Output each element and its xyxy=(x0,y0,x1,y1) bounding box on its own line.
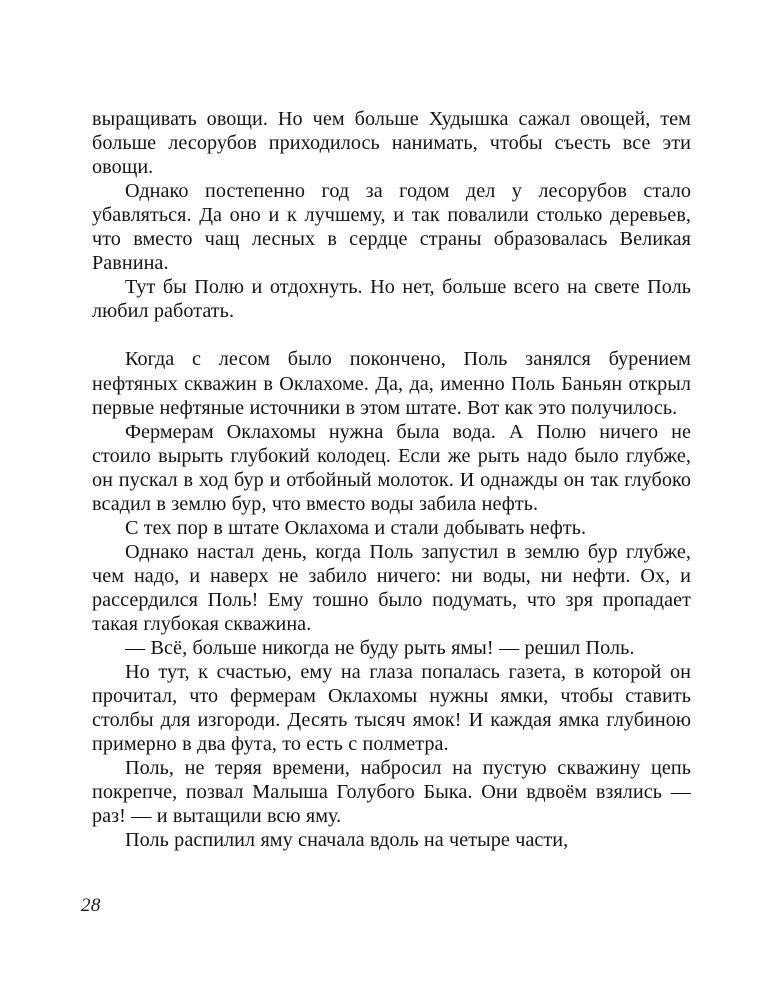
page-number: 28 xyxy=(81,895,101,916)
body-paragraph: Тут бы Полю и отдохнуть. Но нет, больше всего на свете Поль любил работать. xyxy=(92,276,691,323)
body-paragraph: Однако постепенно год за годом дел у лесорубов стало убавляться. Да оно и к лучшему, и так повалили столько деревьев, что вместо чащ лесных в сердце страны образовалась Великая Равнина. xyxy=(92,180,691,275)
body-paragraph: Когда с лесом было покончено, Поль занялся бурением нефтяных скважин в Оклахоме. Да, да, именно Поль Баньян открыл первые нефтяные источники в этом штате. Вот как это получилось. xyxy=(92,348,691,419)
body-paragraph: Поль распилил яму сначала вдоль на четыре части, xyxy=(125,829,569,852)
body-paragraph: выращивать овощи. Но чем больше Худышка сажал овощей, тем больше лесорубов приходилось нанимать, чтобы съесть все эти овощи. xyxy=(92,108,691,179)
body-paragraph: Однако настал день, когда Поль запустил в землю бур глубже, чем надо, и наверх не забило ничего: ни воды, ни нефти. Ох, и рассердился Поль! Ему тошно было подумать, что зря пропадает такая глубокая скважина. xyxy=(92,540,691,635)
body-paragraph: С тех пор в штате Оклахома и стали добывать нефть. xyxy=(125,516,587,539)
body-text-column xyxy=(92,107,691,852)
body-paragraph: Фермерам Оклахомы нужна была вода. А Полю ничего не стоило вырыть глубокий колодец. Если же рыть надо было глубже, он пускал в ход бур и отбойный молоток. И однажды он так глубоко всадил в землю бур, что вместо воды забила нефть. xyxy=(92,420,691,515)
body-paragraph: Но тут, к счастью, ему на глаза попалась газета, в которой он прочитал, что фермерам Оклахомы нужны ямки, чтобы ставить столбы для изгороди. Десять тысяч ямок! И каждая ямка глубиною примерно в два фута, то есть с полметра. xyxy=(92,661,691,756)
body-paragraph: — Всё, больше никогда не буду рыть ямы! — решил Поль. xyxy=(125,637,635,660)
body-paragraph: Поль, не теряя времени, набросил на пустую скважину цепь покрепче, позвал Малыша Голубого Быка. Они вдвоём взялись — раз! — и вытащили всю яму. xyxy=(92,757,691,828)
